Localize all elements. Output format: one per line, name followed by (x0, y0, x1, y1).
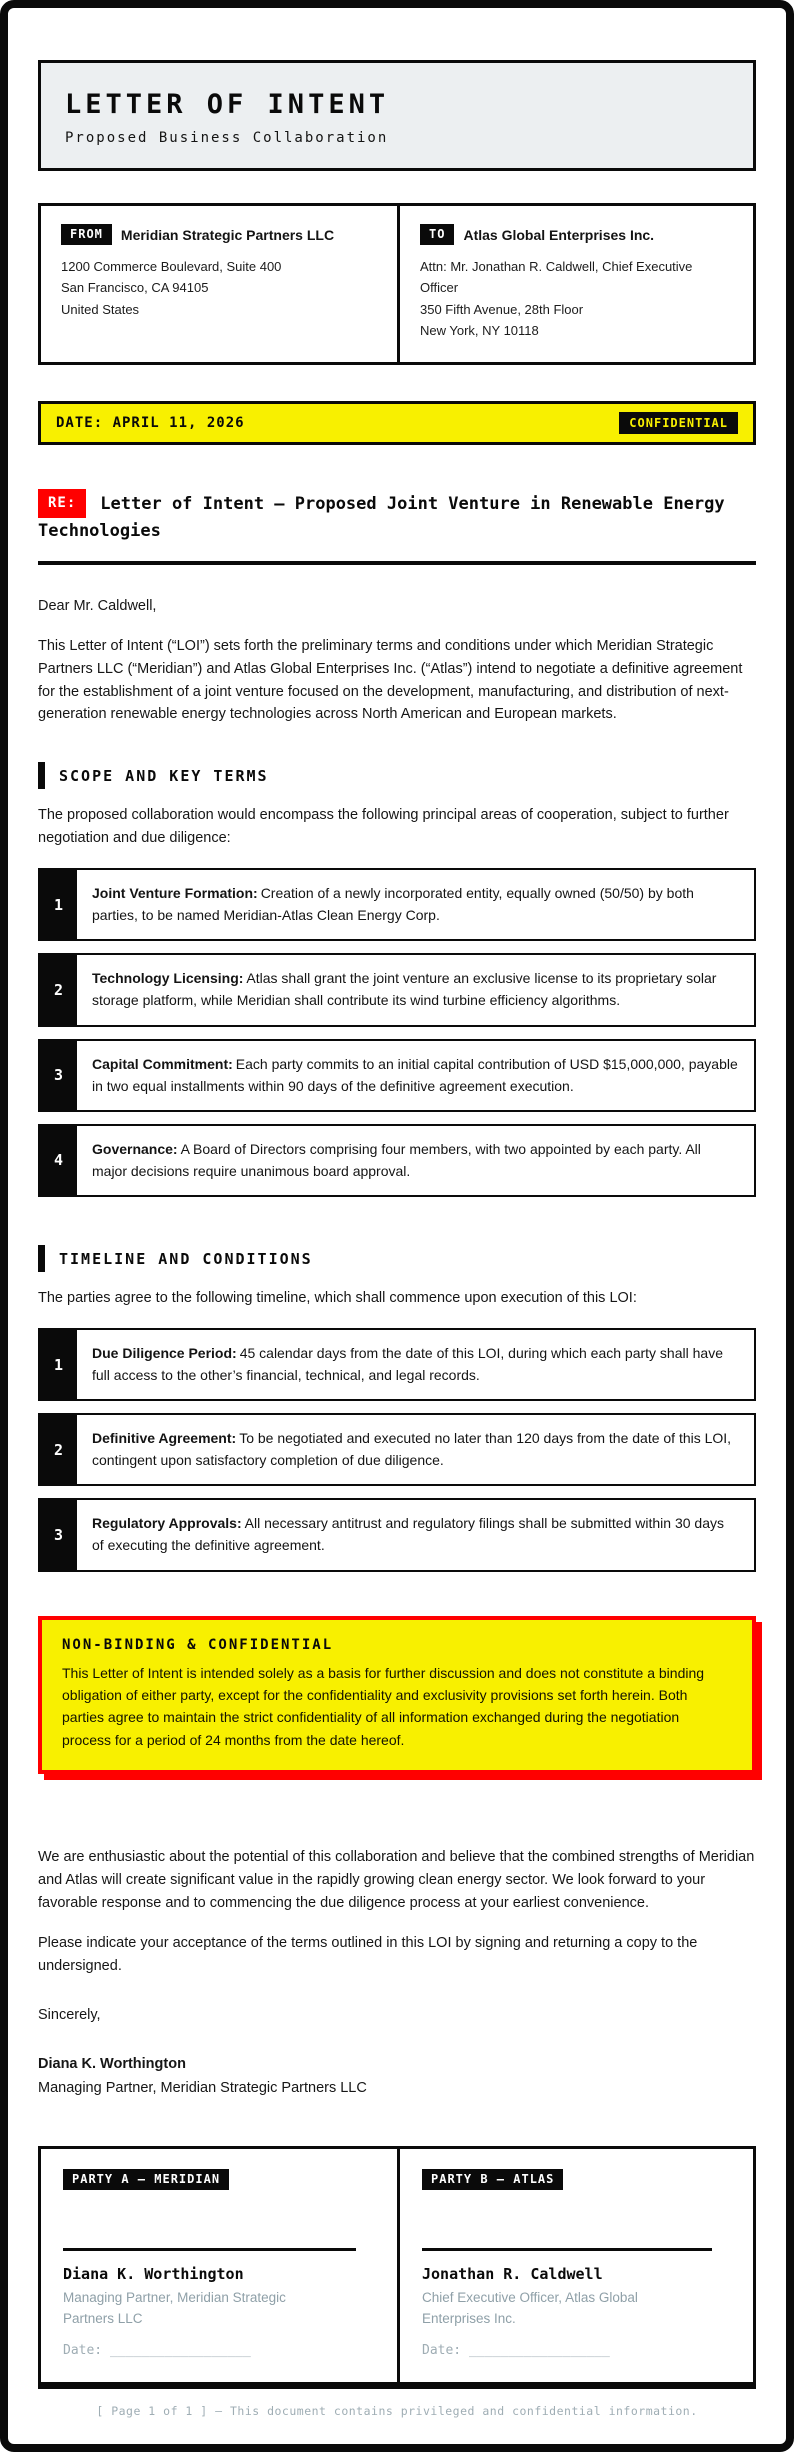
term-number: 1 (40, 870, 77, 939)
term-text: 45 calendar days from the date of this LOI, during which each party shall have full access to the other’s financial, technical, and legal records. (92, 1344, 723, 1384)
term-label: Definitive Agreement: (92, 1430, 237, 1447)
scope-lead-paragraph: The proposed collaboration would encompass the following principal areas of cooperation, subject to further negotiation and due diligence: (38, 807, 729, 847)
address-line: San Francisco, CA 94105 (61, 280, 209, 296)
from-company-name: Meridian Strategic Partners LLC (120, 226, 335, 243)
term-label: Capital Commitment: (92, 1055, 233, 1072)
signature-date-field: Date: __________________ (422, 2342, 610, 2358)
footer-text: [ Page 1 of 1 ] — This document contains privileged and confidential information. (96, 2403, 698, 2418)
term-text: All necessary antitrust and regulatory filings shall be submitted within 30 days of executing the definitive agreement. (92, 1515, 724, 1554)
term-number: 4 (40, 1126, 77, 1195)
signer-title: Managing Partner, Meridian Strategic Partners LLC (38, 2080, 367, 2097)
notice-text: This Letter of Intent is intended solely as a basis for further discussion and does not constitute a binding obligation of either party, except for the confidentiality and exclusivity provisions set forth herein. Both parties agree to maintain the strict confidentiality of all information exchanged during the negotiation process for a period of 24 months from the date hereof. (62, 1664, 705, 1748)
term-text: Atlas shall grant the joint venture an exclusive license to its proprietary solar storage platform, while Meridian shall contribute its wind turbine efficiency algorithms. (92, 970, 717, 1009)
address-line: 350 Fifth Avenue, 28th Floor (420, 301, 584, 317)
to-company-name: Atlas Global Enterprises Inc. (463, 226, 655, 243)
subject-line (38, 489, 756, 565)
signatory-name: Jonathan R. Caldwell (422, 2265, 603, 2284)
term-item (38, 868, 756, 941)
term-item (38, 1328, 756, 1401)
re-chip: RE: (38, 489, 86, 519)
signatory-title: Chief Executive Officer, Atlas Global Enterprises Inc. (422, 2290, 638, 2326)
from-address (61, 256, 377, 320)
signature-line (422, 2248, 712, 2251)
signature-date-field: Date: __________________ (63, 2342, 251, 2358)
section-heading-timeline (38, 1245, 756, 1272)
address-line: Attn: Mr. Jonathan R. Caldwell, Chief Executive Officer (420, 259, 693, 296)
term-text: Creation of a newly incorporated entity, equally owned (50/50) by both parties, to be named Meridian-Atlas Clean Energy Corp. (92, 885, 694, 924)
signatory-name: Diana K. Worthington (63, 2265, 244, 2284)
closing-paragraph-1: We are enthusiastic about the potential of this collaboration and believe that the combined strengths of Meridian and Atlas will create significant value in the rapidly growing clean energy sector. We look forward to your favorable response and to commencing the due diligence process at your earliest convenience. (38, 1849, 755, 1911)
term-number: 2 (40, 1415, 77, 1484)
salutation: Dear Mr. Caldwell, (38, 597, 157, 614)
to-chip: TO (420, 224, 454, 245)
parties-block (38, 203, 756, 365)
page-title: LETTER OF INTENT (65, 89, 390, 120)
closing-block (38, 1846, 756, 2100)
term-item (38, 1039, 756, 1112)
term-label: Technology Licensing: (92, 970, 244, 987)
date-bar (38, 401, 756, 445)
party-b-chip: PARTY B — ATLAS (422, 2169, 563, 2190)
party-a-chip: PARTY A — MERIDIAN (63, 2169, 229, 2190)
page-footer (38, 2385, 756, 2418)
address-line: 1200 Commerce Boulevard, Suite 400 (61, 259, 282, 274)
section-title: TIMELINE AND CONDITIONS (59, 1249, 313, 1268)
term-label: Regulatory Approvals: (92, 1515, 242, 1532)
intro-paragraph: This Letter of Intent (“LOI”) sets forth the preliminary terms and conditions under which Meridian Strategic Partners LLC (“Meridian”) and Atlas Global Enterprises Inc. (“Atlas”) intend to negotiate a definitive agreement for the establishment of a joint venture focused on the development, manufacturing, and distribution of next-generation renewable energy technologies across North American and European markets. (38, 637, 743, 723)
section-bar (38, 762, 45, 789)
address-line: New York, NY 10118 (420, 323, 539, 339)
signer-name: Diana K. Worthington (38, 2055, 186, 2072)
non-binding-notice (38, 1616, 756, 1775)
term-label: Governance: (92, 1140, 178, 1157)
section-heading-scope (38, 762, 756, 789)
signature-party-a (41, 2149, 397, 2382)
from-party (41, 206, 397, 362)
term-text: Each party commits to an initial capital contribution of USD $15,000,000, payable in two equal installments within 90 days of the definitive agreement execution. (92, 1055, 738, 1094)
notice-title: NON-BINDING & CONFIDENTIAL (62, 1636, 334, 1653)
closing-paragraph-2: Please indicate your acceptance of the terms outlined in this LOI by signing and returning a copy to the undersigned. (38, 1934, 698, 1974)
term-label: Due Diligence Period: (92, 1344, 237, 1361)
to-party (397, 206, 753, 362)
signatory-title: Managing Partner, Meridian Strategic Partners LLC (63, 2290, 286, 2326)
signature-block (38, 2146, 756, 2385)
page-subtitle: Proposed Business Collaboration (65, 130, 389, 146)
signature-line (63, 2248, 356, 2251)
timeline-term-list (38, 1328, 756, 1584)
term-number: 3 (40, 1500, 77, 1569)
section-bar (38, 1245, 45, 1272)
address-line: United States (61, 301, 140, 317)
sign-off: Sincerely, (38, 2006, 101, 2023)
subject-text: Letter of Intent — Proposed Joint Venture in Renewable Energy Technologies (38, 493, 725, 542)
timeline-lead-paragraph: The parties agree to the following timeline, which shall commence upon execution of this LOI: (38, 1290, 637, 1306)
term-text: To be negotiated and executed no later than 120 days from the date of this LOI, contingent upon satisfactory completion of due diligence. (92, 1430, 732, 1469)
term-item (38, 1413, 756, 1486)
term-item (38, 1124, 756, 1197)
term-item (38, 1498, 756, 1571)
signature-party-b (397, 2149, 753, 2382)
date-text: DATE: APRIL 11, 2026 (56, 414, 245, 431)
confidential-badge: CONFIDENTIAL (619, 412, 738, 434)
document-header (38, 60, 756, 171)
term-text: A Board of Directors comprising four members, with two appointed by each party. All major decisions require unanimous board approval. (92, 1140, 701, 1179)
from-chip: FROM (61, 224, 112, 245)
term-number: 1 (40, 1330, 77, 1399)
term-item (38, 953, 756, 1026)
to-address (420, 256, 733, 342)
term-label: Joint Venture Formation: (92, 885, 258, 902)
term-number: 3 (40, 1041, 77, 1110)
section-title: SCOPE AND KEY TERMS (59, 766, 269, 785)
term-number: 2 (40, 955, 77, 1024)
scope-term-list (38, 868, 756, 1209)
